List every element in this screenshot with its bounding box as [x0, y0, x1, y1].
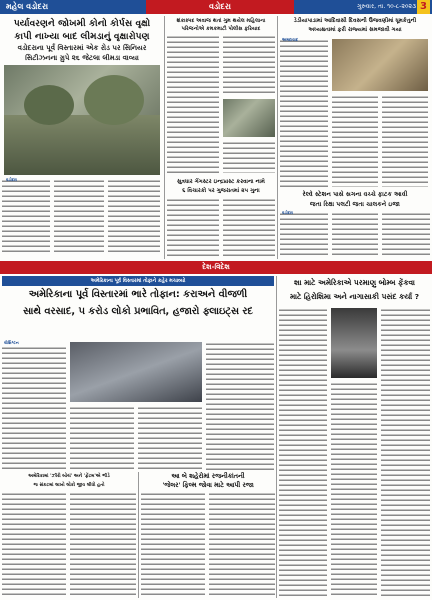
- column-divider: [138, 472, 139, 598]
- story3-headline-line2: ૬ વિચારકો પર ગુજરાતમાં ૨૫ ગુના: [182, 188, 260, 194]
- storm-photo: [70, 342, 202, 402]
- mushroom-cloud-photo: [331, 308, 377, 378]
- story8-headline-line2: જ સંકટમાં લાખો લોકો જીવ લીધો હતો: [33, 483, 105, 488]
- story2-headline-line1: શંકાસ્પદ અવાજ થતાં ગુમ થયેલ મહિલાના: [176, 18, 266, 24]
- story7-headline-line1: શા માટે અમેરિકાએ પરમાણુ બોમ્બ ફેંકવા: [294, 278, 415, 287]
- story1-headline-line2: કાપી નાખ્યા બાદ લીમડાનું વૃક્ષારોપણ: [14, 31, 150, 42]
- story9-body-col1: [141, 492, 205, 598]
- column-divider: [276, 276, 277, 598]
- story2-headline-line2: પરિજનોએ કમકમાટી પોલીસ ફરિયાદ: [181, 26, 261, 32]
- story4-headline-line2: અધ્યક્ષતામાં ફરી રાજ્યમાં સમજાવી ગયા: [308, 27, 402, 33]
- story8-body-col1: [2, 492, 66, 598]
- story1-body-col2: [54, 179, 104, 255]
- story2-body-col1: [167, 35, 219, 173]
- story9-headline-line1: આ બે શહેરોમાં રજનીકાંતની: [171, 472, 245, 480]
- story5-headline-line2: જતા રિક્ષા પલટી જતા ચાલકને ઇજા: [309, 201, 401, 208]
- story1-subhead-line2: સિટીઝનના ગ્રુપે ૨૬ જેટલા લીમડા વાવ્યા: [25, 54, 139, 62]
- story7-body-col1: [279, 308, 327, 598]
- story-jailer-holiday: [141, 472, 275, 598]
- story5-dateline: વડોદરા: [282, 210, 293, 215]
- story6-kicker: અમેરિકાના પૂર્વ વિસ્તારમાં તોફાને કહેર મચાવ્યો: [2, 276, 274, 286]
- story6-headline-line1: અમેરિકાના પૂર્વ વિસ્તારમાં ભારે તોફાન: કરાઅને વીજળી: [28, 289, 248, 300]
- page-number: 3: [417, 0, 430, 14]
- column-divider: [277, 16, 278, 259]
- story4-body-col2: [332, 95, 378, 187]
- story6-body-col4: [206, 342, 274, 470]
- story8-headline-line1: અમેરિકામાં 'ઝીરો બોયં' અને 'ફેંટમ'એ ભીડે: [28, 474, 110, 479]
- section-label-world: દેશ-વિદેશ: [0, 261, 432, 274]
- story-tribal-day: [280, 17, 430, 189]
- story7-body-col3: [381, 308, 430, 598]
- story1-subhead-line1: વડોદરાના પૂર્વ વિસ્તારમાં એક રોડ પર સિનિયર: [17, 44, 147, 52]
- section-center-label: વડોદરા: [146, 0, 294, 14]
- story3-body-col1: [167, 198, 219, 258]
- story7-body-col2: [331, 382, 377, 598]
- story1-headline-line1: પર્યાવરણને જોખમી કોનો કોર્પસ વૃક્ષો: [13, 18, 151, 29]
- page-header: [0, 0, 432, 14]
- story4-dateline: અમદાવાદ: [282, 37, 298, 42]
- column-divider: [164, 16, 165, 259]
- story6-body-col2: [70, 406, 134, 470]
- story6-dateline: વોશિંગ્ટન: [4, 340, 19, 345]
- story-zero-boy: [2, 472, 136, 598]
- tribal-day-photo: [332, 39, 428, 91]
- story1-body-col3: [108, 179, 160, 255]
- story5-body-col1: [280, 212, 328, 258]
- story4-body-col1: [280, 39, 328, 187]
- section-left-label: મહેલ વડોદરા: [0, 0, 146, 14]
- story6-headline-line2: સાથે વરસાદ, ૫ કરોડ લોકો પ્રભાવિત, હજારો ફ્લાઇટ્સ રદ: [23, 306, 253, 317]
- story-gangster: [167, 178, 275, 259]
- tree-planting-photo: [4, 65, 160, 175]
- story8-body-col2: [70, 492, 136, 598]
- story9-headline-line2: 'જેલર' ફિલ્મ જોવા માટે આપી રજા: [162, 481, 254, 489]
- story-tree-plantation: [2, 17, 162, 257]
- story4-headline-line1: ડેડીયાપાડામાં આદિવાસી દિવસની ઉજવણીમાં ધૂમકેતુની: [293, 18, 417, 24]
- story6-body-col3: [138, 406, 202, 470]
- story-hiroshima: [279, 276, 430, 598]
- story3-body-col2: [223, 198, 275, 258]
- story4-body-col3: [382, 95, 428, 187]
- date-line: [294, 0, 432, 14]
- story5-body-col3: [382, 212, 430, 258]
- story5-body-col2: [332, 212, 378, 258]
- date-text: ગુરુવાર, તા. ૧૦-૮-૨૦૨૩: [357, 3, 416, 10]
- story3-headline-line1: સુત્રધાર ગેંગસ્ટર ઇન્દ્રપ્રાસ્ટ કરવાના નામે: [177, 179, 265, 185]
- story7-headline-line2: માટે હિરોશિમા અને નાગાસાકી પસંદ કર્યા ?: [290, 292, 419, 301]
- story2-body-col3: [223, 141, 275, 173]
- story1-dateline: વડોદરા: [6, 177, 17, 182]
- story2-body-col2: [223, 35, 275, 95]
- story5-headline-line1: રેલ્વે સ્ટેશન પાસે સગના વચ્ચે ફાટક આવી: [302, 191, 408, 198]
- story-missing-woman: [167, 17, 275, 177]
- story6-body: [2, 340, 274, 470]
- story1-body-col1: [2, 179, 50, 255]
- story-us-storm: [2, 276, 274, 338]
- story6-body-col1: [2, 346, 66, 470]
- story9-body-col2: [209, 492, 275, 598]
- story2-photo: [223, 99, 275, 137]
- story-rail-accident: [280, 190, 430, 259]
